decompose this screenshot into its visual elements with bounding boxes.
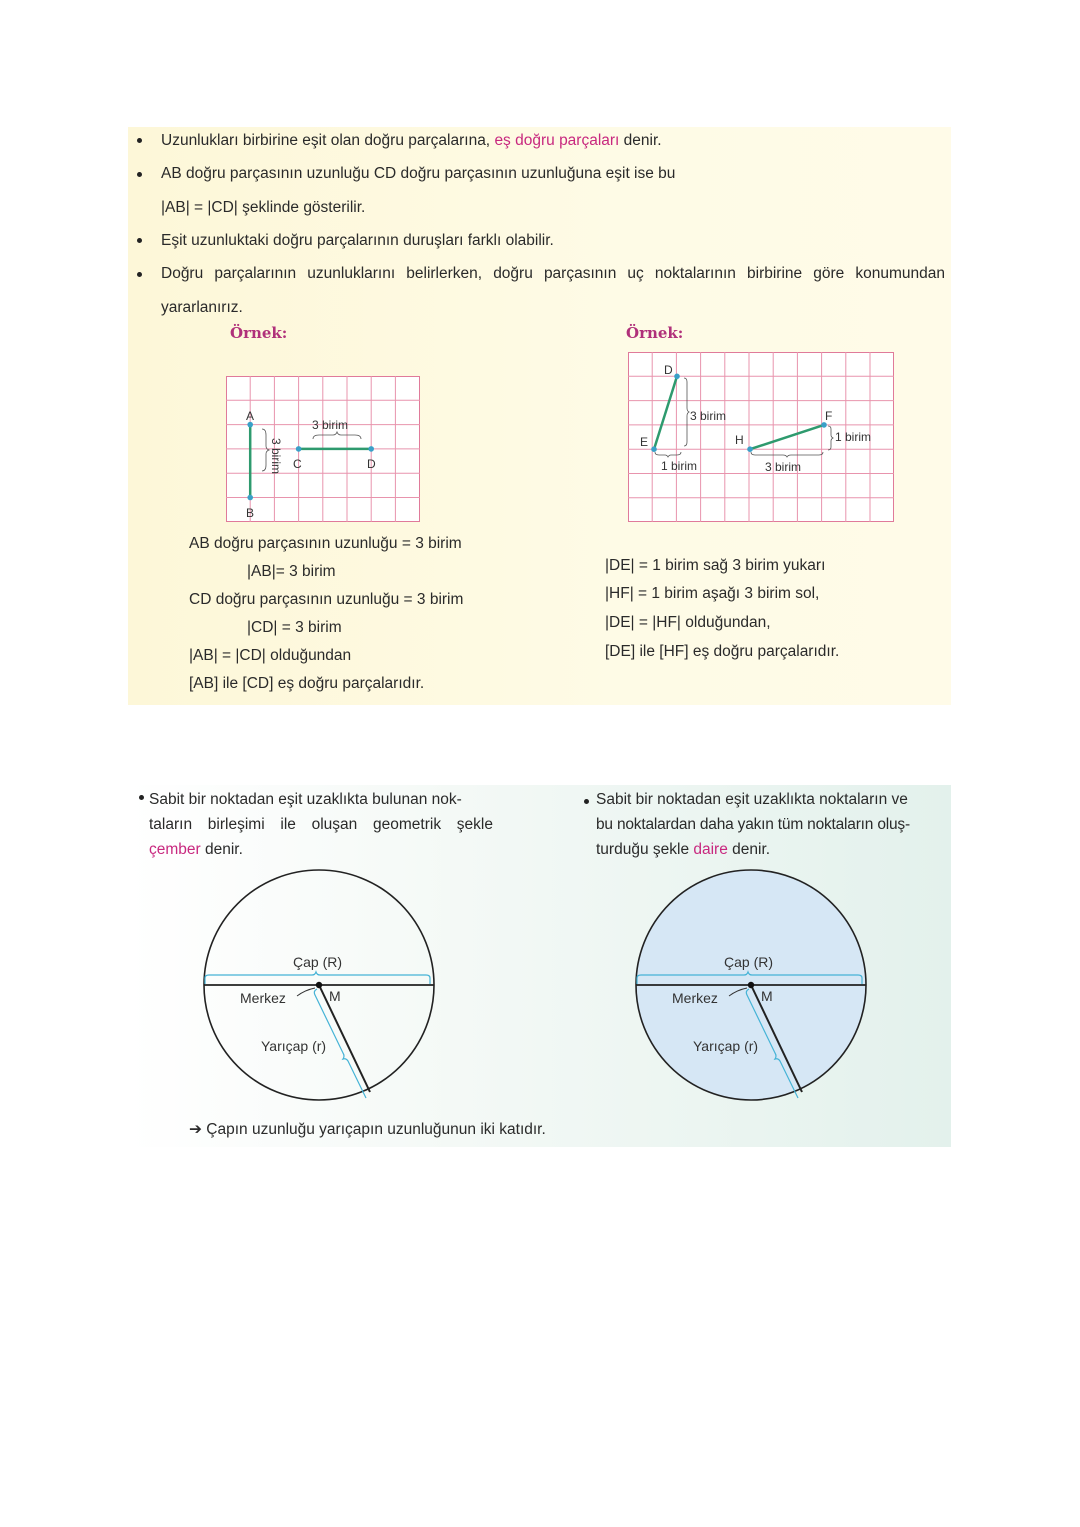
bullet-dot [139, 795, 144, 800]
example-1-line-2: |AB|= 3 birim [247, 563, 336, 580]
svg-text:3 birim: 3 birim [312, 418, 349, 432]
example-2-line-1: |DE| = 1 birim sağ 3 birim yukarı [605, 557, 826, 574]
svg-text:H: H [735, 433, 744, 447]
bullet-2: AB doğru parçasının uzunluğu CD doğru parçasının uzunluğuna eşit ise bu [161, 165, 676, 182]
example-2-line-3: |DE| = |HF| olduğundan, [605, 614, 771, 631]
svg-text:3 birim: 3 birim [765, 460, 802, 474]
example-1-line-6: [AB] ile [CD] eş doğru parçalarıdır. [189, 675, 425, 692]
bullet-3: Eşit uzunluktaki doğru parçalarının duruşları farklı olabilir. [161, 232, 554, 249]
circle-definition-line-1: Sabit bir noktadan eşit uzaklıkta bulunan nok- [149, 791, 462, 808]
circle-definition-line-3: çember denir. [149, 841, 243, 858]
svg-text:1 birim: 1 birim [661, 459, 698, 473]
svg-text:3 birim: 3 birim [269, 438, 283, 475]
svg-text:D: D [367, 457, 376, 471]
svg-text:D: D [664, 363, 673, 377]
svg-text:M: M [329, 988, 341, 1004]
example-1-label: Örnek: [230, 324, 288, 342]
example-1-line-3: CD doğru parçasının uzunluğu = 3 birim [189, 591, 464, 608]
svg-text:Yarıçap (r): Yarıçap (r) [693, 1038, 759, 1054]
svg-text:3 birim: 3 birim [690, 409, 727, 423]
svg-text:Çap (R): Çap (R) [293, 954, 343, 970]
bullet-dot [137, 272, 142, 277]
disk-definition-line-2: bu noktalardan daha yakın tüm noktaların oluş- [596, 816, 910, 833]
bullet-2-continuation: |AB| = |CD| şeklinde gösterilir. [161, 199, 366, 216]
disk-definition-line-1: Sabit bir noktadan eşit uzaklıkta noktaların ve [596, 791, 908, 808]
term-daire: daire [693, 841, 728, 858]
svg-text:Yarıçap (r): Yarıçap (r) [261, 1038, 327, 1054]
svg-text:C: C [293, 457, 302, 471]
center-point [748, 982, 754, 988]
bullet-dot [137, 138, 142, 143]
example-2-line-4: [DE] ile [HF] eş doğru parçalarıdır. [605, 643, 840, 660]
term-cember: çember [149, 841, 201, 858]
center-point [316, 982, 322, 988]
bullet-4-continuation: yararlanırız. [161, 299, 243, 316]
circle-definition-line-2: taların birleşimi ile oluşan geometrik şekle [149, 816, 493, 833]
example-2-line-2: |HF| = 1 birim aşağı 3 birim sol, [605, 585, 820, 602]
example-1-line-4: |CD| = 3 birim [247, 619, 342, 636]
svg-text:1 birim: 1 birim [835, 430, 872, 444]
svg-text:F: F [825, 409, 833, 423]
example-2-label: Örnek: [626, 324, 684, 342]
radius-line [319, 985, 370, 1092]
example-1-line-5: |AB| = |CD| olduğundan [189, 647, 352, 664]
svg-text:Çap (R): Çap (R) [724, 954, 774, 970]
diameter-radius-note: ➔ Çapın uzunluğu yarıçapın uzunluğunun iki katıdır. [189, 1121, 546, 1138]
bullet-dot [137, 172, 142, 177]
bullet-dot [137, 238, 142, 243]
example-1-line-1: AB doğru parçasının uzunluğu = 3 birim [189, 535, 462, 552]
svg-text:Merkez: Merkez [240, 990, 286, 1006]
disk-figure [632, 868, 872, 1108]
svg-text:B: B [246, 506, 255, 520]
svg-text:E: E [640, 435, 649, 449]
svg-text:Merkez: Merkez [672, 990, 718, 1006]
disk-definition-line-3: turduğu şekle daire denir. [596, 841, 771, 858]
svg-text:A: A [246, 409, 255, 423]
example-1-grid-figure [226, 376, 422, 524]
term-es-dogru-parcalari: eş doğru parçaları [494, 132, 620, 149]
bullet-1: Uzunlukları birbirine eşit olan doğru parçalarına, eş doğru parçaları denir. [161, 132, 662, 149]
example-2-grid-figure [628, 352, 896, 524]
bullet-dot [584, 799, 589, 804]
svg-text:M: M [761, 988, 773, 1004]
circle-figure [200, 868, 440, 1108]
bullet-4: Doğru parçalarının uzunluklarını belirlerken, doğru parçasının uç noktalarının birbirine göre konumundan [161, 265, 945, 282]
